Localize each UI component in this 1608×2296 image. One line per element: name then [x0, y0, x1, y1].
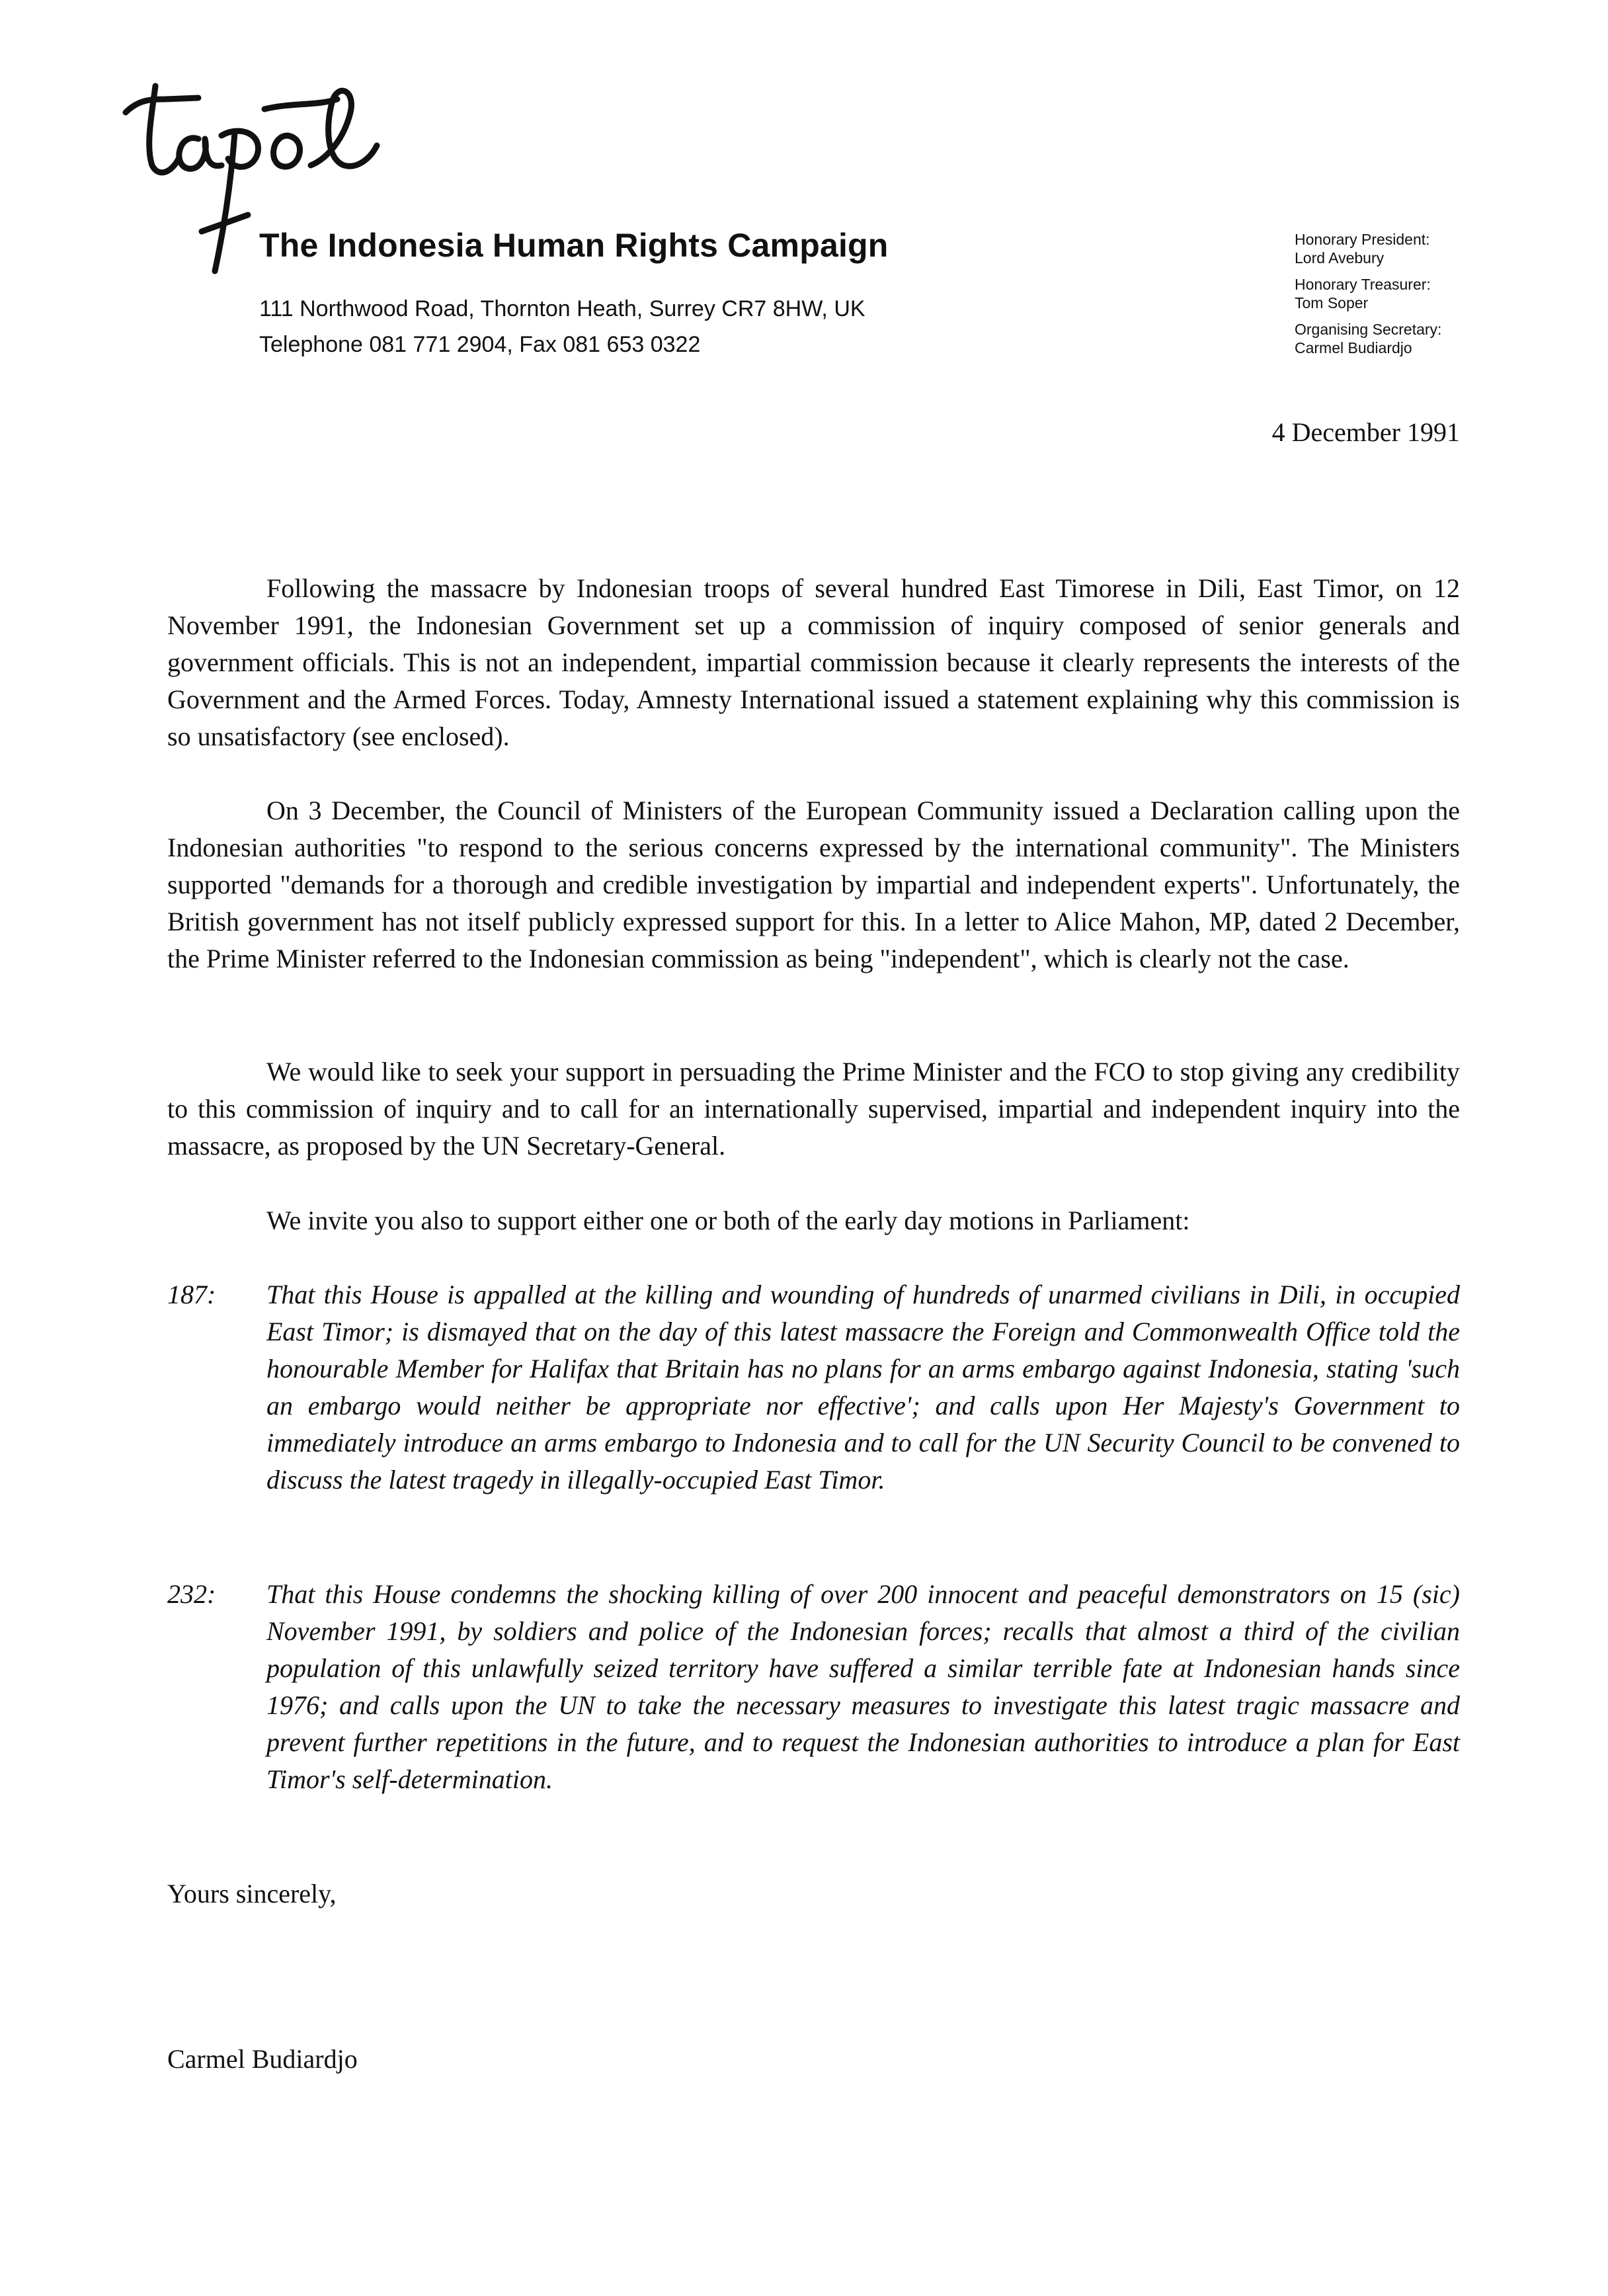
paragraph-text: Following the massacre by Indonesian troops of several hundred East Timorese in Dili, East Timor, on 12 November 1991, the Indonesian Government set up a commission of inquiry composed of senior generals and government officials. This is not an independent, impartial commission because it clearly represents the interests of the Government and the Armed Forces. Today, Amnesty International issued a statement explaining why this commission is so unsatisfactory (see enclosed). [167, 573, 1460, 751]
paragraph-3 [167, 1053, 1460, 1165]
officers-list [1295, 230, 1441, 365]
officer-role: Honorary Treasurer: [1295, 276, 1431, 293]
paragraph-text: On 3 December, the Council of Ministers of the European Community issued a Declaration calling upon the Indonesian authorities "to respond to the serious concerns expressed by the international community". The Ministers supported "demands for a thorough and credible investigation by impartial and independent experts". Unfortunately, the British government has not itself publicly expressed support for this. In a letter to Alice Mahon, MP, dated 2 December, the Prime Minister referred to the Indonesian commission as being "independent", which is clearly not the case. [167, 796, 1460, 973]
officer-president [1295, 230, 1441, 267]
paragraph-2 [167, 792, 1460, 977]
motion-text: That this House condemns the shocking killing of over 200 innocent and peaceful demonstrators on 15 (sic) November 1991, by soldiers and police of the Indonesian forces; recalls that almost a third of the civilian population of this unlawfully seized territory have suffered a similar terrible fate at Indonesian hands since 1976; and calls upon the UN to take the necessary measures to investigate this latest tragic massacre and prevent further repetitions in the future, and to request the Indonesian authorities to introduce a plan for East Timor's self-determination. [266, 1579, 1460, 1794]
org-name: The Indonesia Human Rights Campaign [259, 227, 889, 264]
officer-name: Carmel Budiardjo [1295, 339, 1412, 356]
motion-number: 232: [167, 1579, 216, 1609]
motion-number: 187: [167, 1280, 216, 1309]
phone-fax-line: Telephone 081 771 2904, Fax 081 653 0322 [259, 332, 701, 357]
paragraph-text: We would like to seek your support in persuading the Prime Minister and the FCO to stop giving any credibility to this commission of inquiry and to call for an internationally supervised, impartial and independent inquiry into the massacre, as proposed by the UN Secretary-General. [167, 1057, 1460, 1161]
officer-treasurer [1295, 275, 1441, 312]
officer-name: Tom Soper [1295, 294, 1369, 311]
motion-text: That this House is appalled at the killing and wounding of hundreds of unarmed civilians in Dili, in occupied East Timor; is dismayed that on the day of this latest massacre the Foreign and Commonwealth Office told the honourable Member for Halifax that Britain has no plans for an arms embargo against Indonesia, stating 'such an embargo would neither be appropriate nor effective'; and calls upon Her Majesty's Government to immediately introduce an arms embargo to Indonesia and to call for the UN Security Council to be convened to discuss the latest tragedy in illegally-occupied East Timor. [266, 1280, 1460, 1495]
letter-date: 4 December 1991 [1271, 417, 1460, 447]
address-line: 111 Northwood Road, Thornton Heath, Surrey CR7 8HW, UK [259, 296, 865, 321]
closing: Yours sincerely, [167, 1879, 337, 1908]
org-address [259, 291, 865, 362]
officer-role: Organising Secretary: [1295, 321, 1442, 338]
paragraph-text: We invite you also to support either one or both of the early day motions in Parliament: [266, 1206, 1190, 1235]
signatory-name: Carmel Budiardjo [167, 2044, 358, 2074]
paragraph-4 [167, 1202, 1460, 1239]
officer-secretary [1295, 320, 1441, 357]
officer-role: Honorary President: [1295, 231, 1430, 248]
officer-name: Lord Avebury [1295, 249, 1385, 266]
paragraph-1 [167, 570, 1460, 755]
